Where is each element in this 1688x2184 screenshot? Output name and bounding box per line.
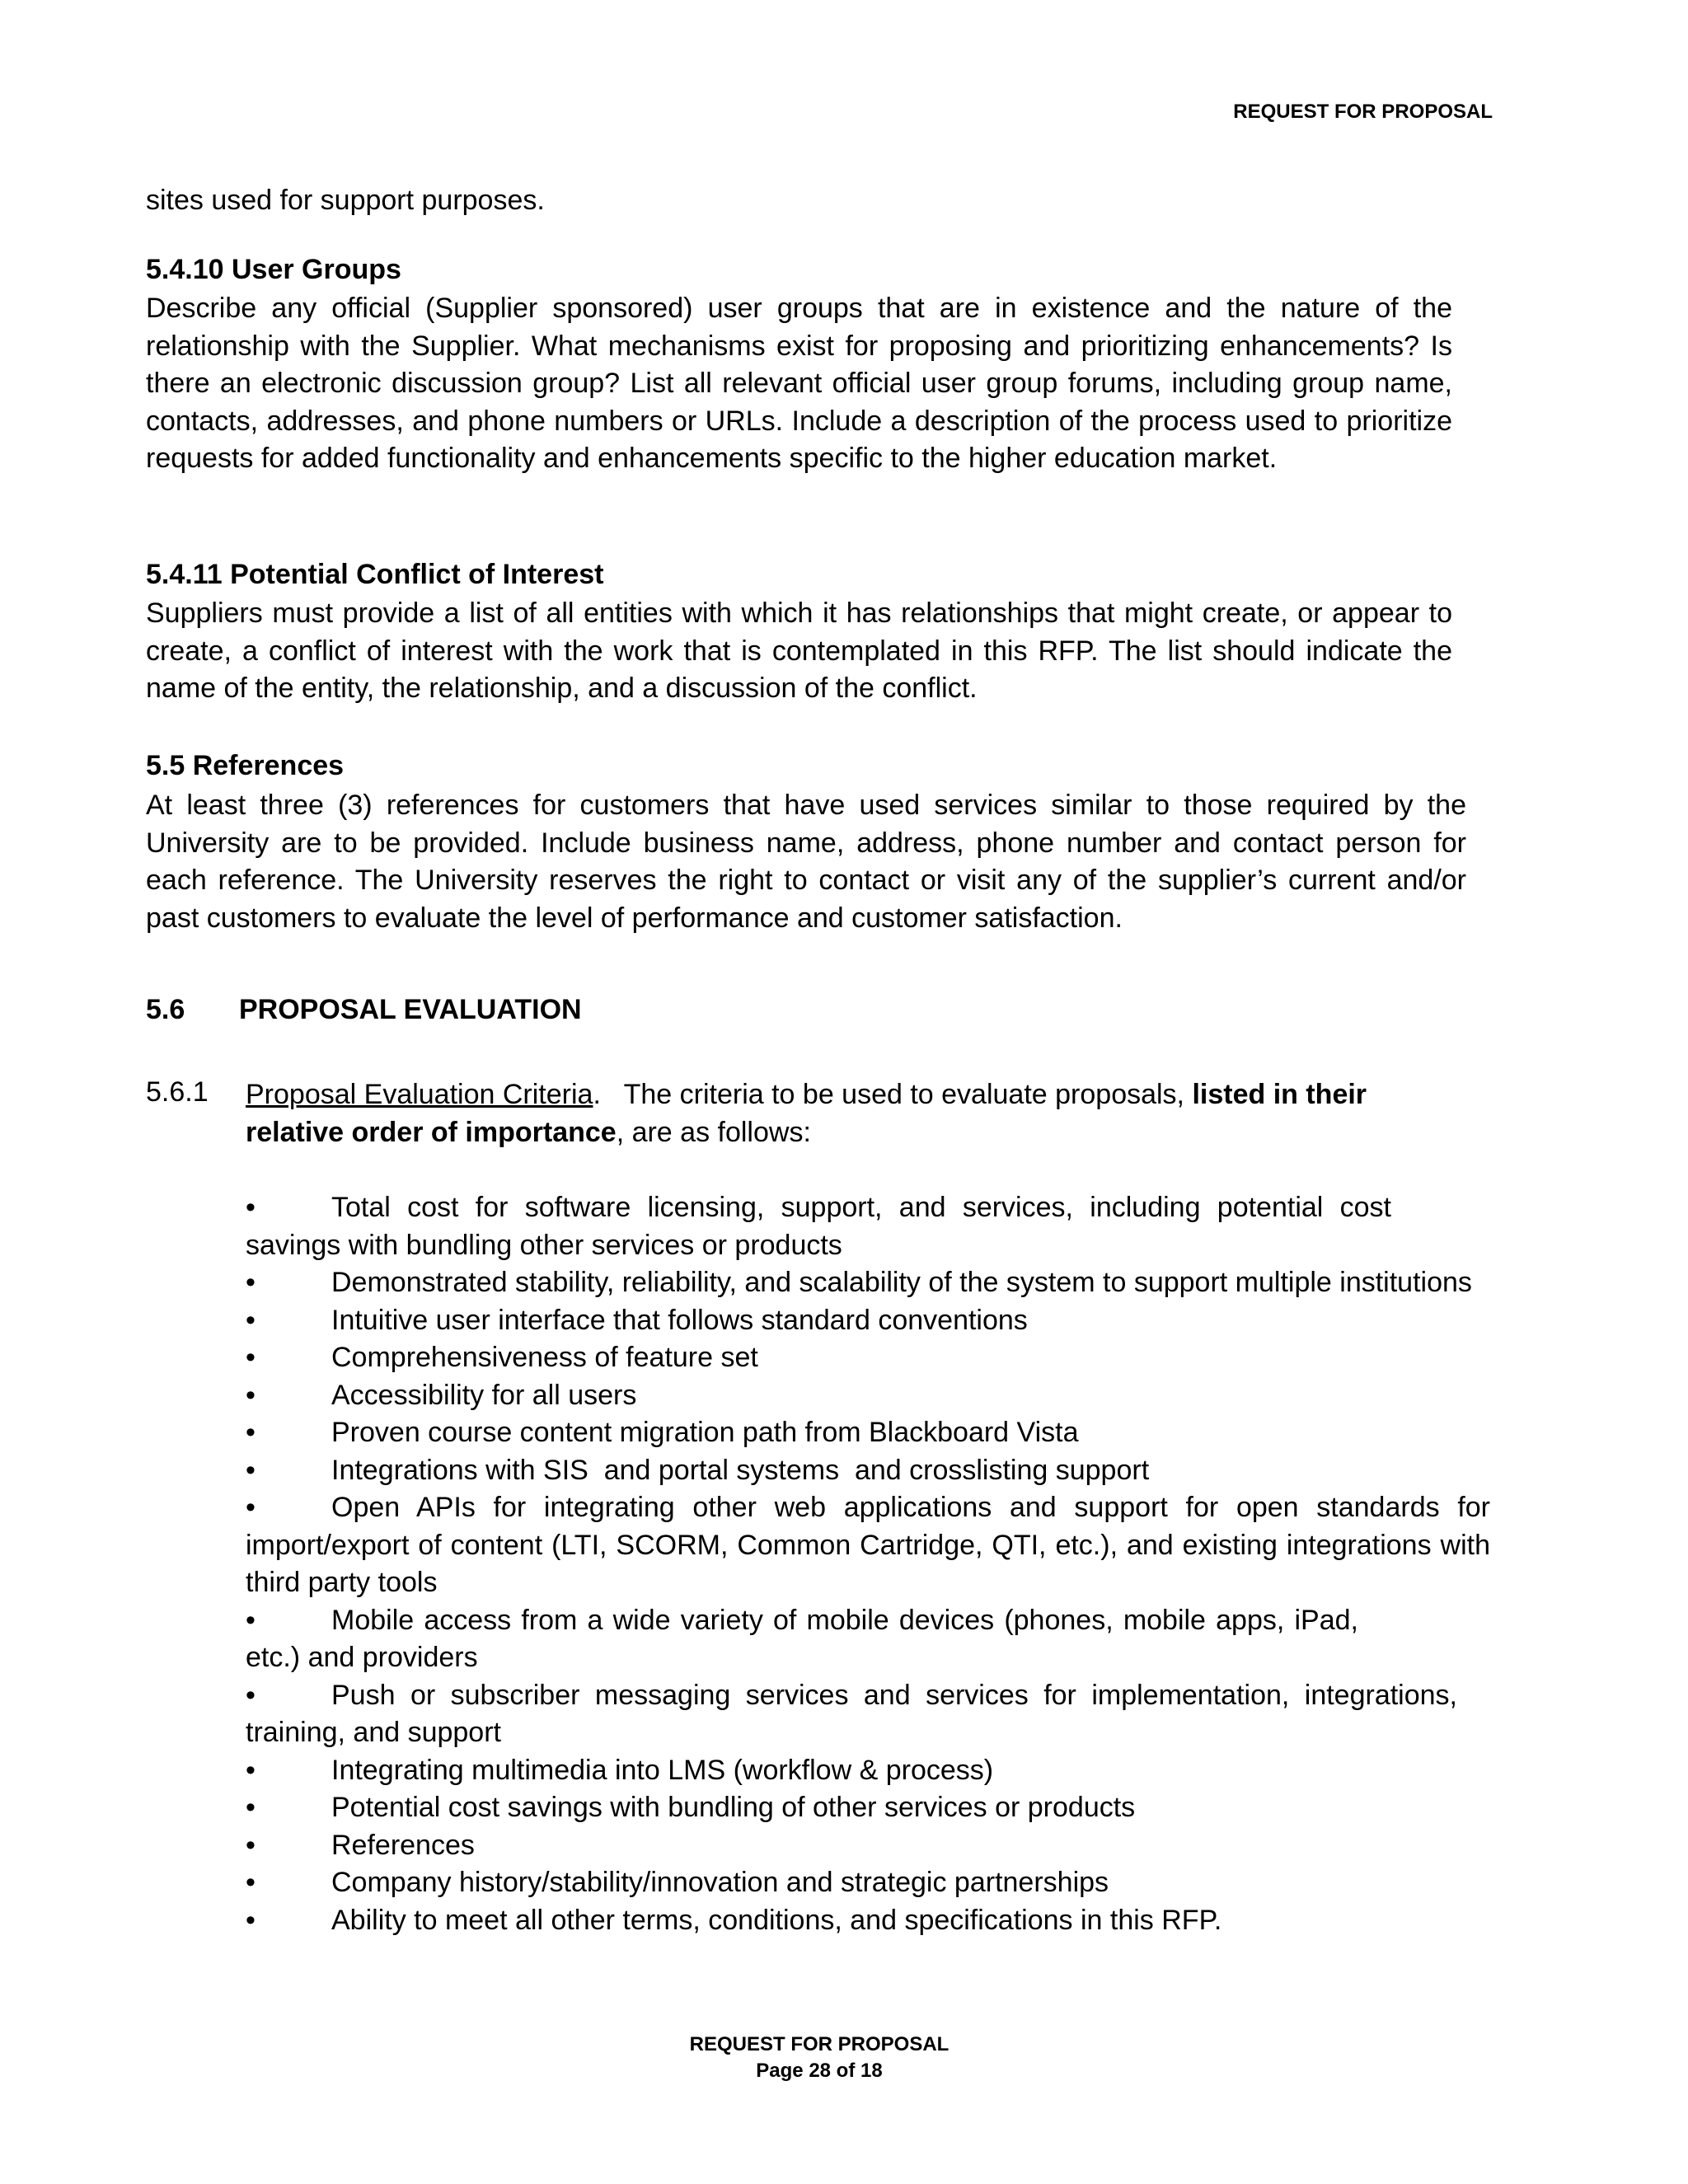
criteria-item (246, 1339, 1498, 1377)
criteria-item-text: Total cost for software licensing, support, and services, including potential cost savings with bundling other services or products (246, 1192, 1391, 1261)
page-number: Page 28 of 18 (756, 2060, 883, 2082)
criteria-item-text: Company history/stability/innovation and strategic partnerships (331, 1867, 1109, 1898)
evaluation-number: 5.6 (146, 994, 185, 1025)
criteria-item (246, 1452, 1498, 1490)
criteria-item-text: Proven course content migration path from Blackboard Vista (331, 1417, 1079, 1448)
criteria-item (246, 1677, 1457, 1752)
criteria-item-text: Integrating multimedia into LMS (workflow & process) (331, 1754, 994, 1786)
criteria-item-text: Open APIs for integrating other web applications and support for open standards for import/export of content (LTI, SCORM, Common Cartridge, QTI, etc.), and existing integrations with third party tools (246, 1492, 1490, 1598)
intro-line: sites used for support purposes. (146, 185, 545, 216)
criteria-item-text: Intuitive user interface that follows standard conventions (331, 1304, 1028, 1336)
criteria-item (246, 1789, 1498, 1827)
criteria-item (246, 1902, 1498, 1940)
page-header: REQUEST FOR PROPOSAL (1233, 101, 1493, 123)
evaluation-heading (146, 994, 582, 1026)
footer-title: REQUEST FOR PROPOSAL (689, 2033, 950, 2055)
bullet-glyph: • (246, 1192, 256, 1223)
criteria-item-text: References (331, 1829, 475, 1861)
bullet-glyph: • (246, 1679, 256, 1711)
criteria-text-a: . The criteria to be used to evaluate proposals, (593, 1079, 1193, 1110)
criteria-list (246, 1189, 1498, 1939)
criteria-item-text: Accessibility for all users (331, 1379, 637, 1411)
bullet-glyph: • (246, 1379, 256, 1411)
criteria-item (246, 1414, 1498, 1452)
bullet-glyph: • (246, 1829, 256, 1861)
section-heading-references: 5.5 References (146, 750, 345, 781)
criteria-item-text: Demonstrated stability, reliability, and scalability of the system to support multiple institutions (331, 1267, 1472, 1298)
criteria-item-text: Mobile access from a wide variety of mobile devices (phones, mobile apps, iPad, etc.) and providers (246, 1604, 1358, 1673)
section-body-user-groups: Describe any official (Supplier sponsored) user groups that are in existence and the nature of the relationship with the Supplier. What mechanisms exist for proposing and prioritizing enhancements? Is there an electronic discussion group? List all relevant official user group forums, including group name, contacts, addresses, and phone numbers or URLs. Include a description of the process used to prioritize requests for added functionality and enhancements specific to the higher education market. (146, 293, 1452, 474)
criteria-bold-text: listed in their relative order of importance (246, 1079, 1367, 1148)
section-heading-user-groups: 5.4.10 User Groups (146, 254, 401, 285)
bullet-glyph: • (246, 1754, 256, 1786)
bullet-glyph: • (246, 1867, 256, 1898)
criteria-item (246, 1602, 1358, 1677)
page-footer (0, 2032, 1639, 2084)
bullet-glyph: • (246, 1304, 256, 1336)
criteria-item (246, 1489, 1490, 1602)
criteria-item (246, 1864, 1498, 1902)
bullet-glyph: • (246, 1492, 256, 1523)
criteria-item-text: Integrations with SIS and portal systems and crosslisting support (331, 1454, 1150, 1486)
bullet-glyph: • (246, 1904, 256, 1936)
criteria-item-text: Push or subscriber messaging services and services for implementation, integrations, training, and support (246, 1679, 1457, 1748)
section-body-references: At least three (3) references for customers that have used services similar to those required by the University are to be provided. Include business name, address, phone number and contact person for each reference. The University reserves the right to contact or visit any of the supplier’s current and/or past customers to evaluate the level of performance and customer satisfaction. (146, 790, 1466, 934)
criteria-item (246, 1827, 1498, 1865)
criteria-number: 5.6.1 (146, 1076, 209, 1108)
evaluation-title: PROPOSAL EVALUATION (239, 994, 582, 1025)
bullet-glyph: • (246, 1604, 256, 1636)
criteria-item (246, 1189, 1391, 1264)
criteria-item-text: Ability to meet all other terms, conditions, and specifications in this RFP. (331, 1904, 1222, 1936)
bullet-glyph: • (246, 1792, 256, 1823)
criteria-text-b: , are as follows: (616, 1116, 811, 1148)
criteria-item (246, 1377, 1498, 1415)
criteria-item (246, 1302, 1498, 1340)
criteria-link[interactable]: Proposal Evaluation Criteria (246, 1079, 593, 1110)
criteria-item-text: Potential cost savings with bundling of other services or products (331, 1792, 1136, 1823)
criteria-paragraph (246, 1076, 1400, 1151)
bullet-glyph: • (246, 1342, 256, 1373)
criteria-item-text: Comprehensiveness of feature set (331, 1342, 758, 1373)
criteria-item (246, 1752, 1498, 1790)
bullet-glyph: • (246, 1267, 256, 1298)
section-heading-conflict: 5.4.11 Potential Conflict of Interest (146, 559, 604, 590)
section-body-conflict: Suppliers must provide a list of all entities with which it has relationships that might create, or appear to create, a conflict of interest with the work that is contemplated in this RFP. The list should indicate the name of the entity, the relationship, and a discussion of the conflict. (146, 598, 1452, 704)
bullet-glyph: • (246, 1454, 256, 1486)
bullet-glyph: • (246, 1417, 256, 1448)
criteria-item (246, 1264, 1498, 1302)
